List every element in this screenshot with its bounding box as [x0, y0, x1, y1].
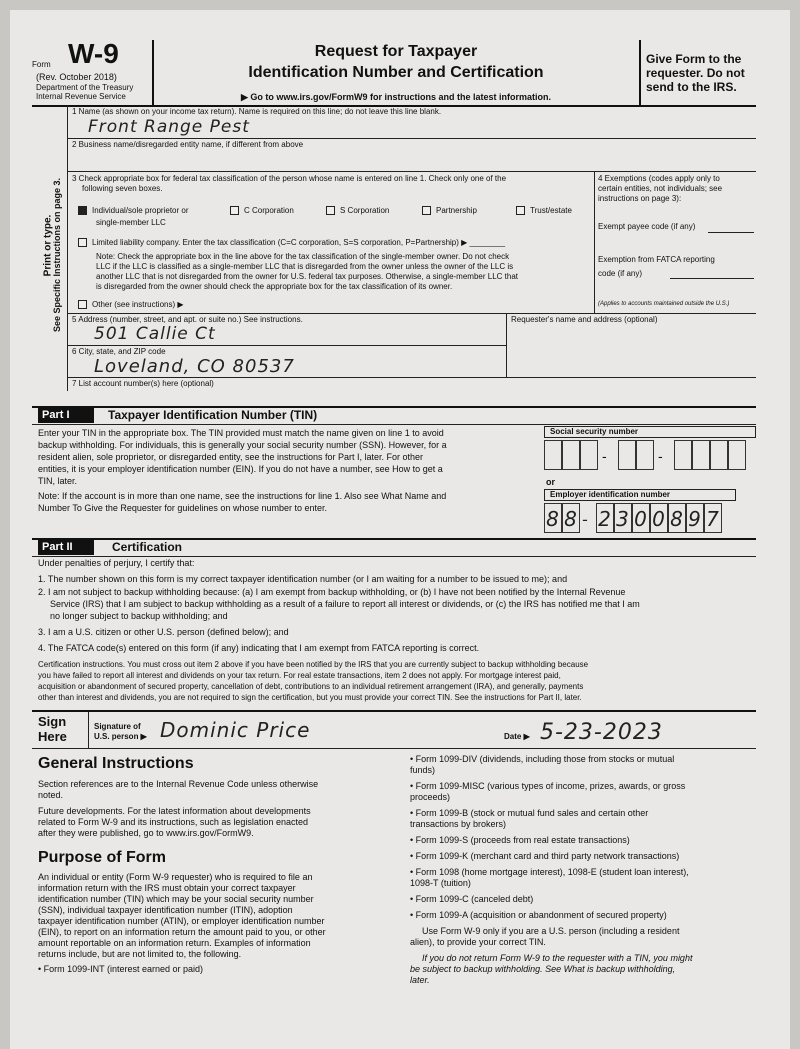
- use-w9-text: Use Form W-9 only if you are a U.S. person (including a resident: [422, 926, 680, 936]
- sign-label: Sign: [38, 714, 67, 729]
- purpose-line: taxpayer identification number (ATIN), or employer identification number: [38, 916, 325, 926]
- give-form-line2: requester. Do not: [646, 66, 745, 80]
- cert-item1: 1. The number shown on this form is my correct taxpayer identification number (or I am waiting for a number to be issued to me); and: [38, 574, 568, 584]
- line7-label: 7 List account number(s) here (optional): [72, 379, 214, 388]
- side-label-rule: [67, 105, 68, 391]
- part1-tag: Part I: [38, 408, 94, 423]
- line3-label-cont: following seven boxes.: [82, 184, 163, 193]
- ein-digit[interactable]: 8: [544, 503, 562, 533]
- form-title-line2: Identification Number and Certification: [248, 64, 544, 81]
- ssn-boxes[interactable]: [544, 440, 756, 474]
- line6-city-value[interactable]: Loveland, CO 80537: [94, 356, 295, 377]
- part1-note-2: Number To Give the Requester for guidelines on whose number to enter.: [38, 503, 327, 513]
- line2-business-name-field[interactable]: [72, 151, 752, 169]
- ssn-digit[interactable]: [692, 440, 710, 470]
- line1-name-value[interactable]: Front Range Pest: [88, 117, 250, 137]
- line5-label: 5 Address (number, street, and apt. or suite no.) See instructions.: [72, 315, 303, 324]
- purpose-line: amount reportable on an information return. Examples of information: [38, 938, 311, 948]
- cert-instructions-4: other than interest and dividends, you are not required to sign the certification, but you must provide your correct TIN. See the instructions for Part II, later.: [38, 693, 582, 702]
- ssn-dash: -: [658, 448, 663, 464]
- purpose-line: (EIN), to report on an information return the amount paid to you, or other: [38, 927, 326, 937]
- bullet-1099-int: • Form 1099-INT (interest earned or paid): [38, 964, 394, 975]
- line4-label-3: instructions on page 3):: [598, 194, 682, 203]
- ssn-digit[interactable]: [618, 440, 636, 470]
- ssn-digit[interactable]: [544, 440, 562, 470]
- backup-withholding-text-cont: be subject to backup withholding. See What is backup withholding,: [410, 964, 676, 974]
- ein-digit[interactable]: 8: [668, 503, 686, 533]
- cert-item2-1: 2. I am not subject to backup withholding because: (a) I am exempt from backup withholding, or (b) I have not been notified by the Internal Revenue: [38, 587, 626, 597]
- other-checkbox[interactable]: [78, 300, 87, 309]
- ssn-digit[interactable]: [674, 440, 692, 470]
- use-w9-text-cont: alien), to provide your correct TIN.: [410, 937, 546, 947]
- fatca-label-2: code (if any): [598, 269, 643, 278]
- llc-note-2: LLC if the LLC is classified as a single-member LLC that is disregarded from the owner unless the owner of the LLC is: [96, 262, 514, 271]
- general-p1-1: Section references are to the Internal Revenue Code unless otherwise: [38, 779, 319, 789]
- c-corp-checkbox[interactable]: [230, 206, 239, 215]
- bullet-1099-b-cont: transactions by brokers): [410, 819, 507, 829]
- ssn-dash: -: [602, 448, 607, 464]
- purpose-line: (SSN), individual taxpayer identification number (ITIN), adoption: [38, 905, 293, 915]
- individual-checkbox[interactable]: [78, 206, 87, 215]
- individual-label: Individual/sole proprietor or: [92, 206, 189, 215]
- llc-note-4: is disregarded from the owner should check the appropriate box for the tax classification of its owner.: [96, 282, 453, 291]
- ein-label: Employer identification number: [544, 489, 736, 501]
- part2-intro: Under penalties of perjury, I certify that:: [38, 558, 195, 568]
- line7-account-field[interactable]: [72, 390, 752, 404]
- give-form-line1: Give Form to the: [646, 52, 742, 66]
- bullet-1099-k: • Form 1099-K (merchant card and third party network transactions): [410, 851, 760, 862]
- right-instructions-column: [410, 754, 760, 986]
- header-divider-right: [639, 40, 641, 105]
- ein-digit[interactable]: 0: [650, 503, 668, 533]
- part1-text-1: Enter your TIN in the appropriate box. The TIN provided must match the name given on line 1 to avoid: [38, 428, 444, 438]
- fatca-label-1: Exemption from FATCA reporting: [598, 255, 715, 264]
- signature-label-2: U.S. person ▶: [94, 732, 147, 741]
- part1-note-1: Note: If the account is in more than one name, see the instructions for line 1. Also see What Name and: [38, 491, 447, 501]
- line1-label: 1 Name (as shown on your income tax return). Name is required on this line; do not leave this line blank.: [72, 107, 442, 116]
- bullet-1099-div: • Form 1099-DIV (dividends, including those from stocks or mutual: [410, 754, 760, 765]
- irs-label: Internal Revenue Service: [36, 92, 126, 101]
- ssn-digit[interactable]: [580, 440, 598, 470]
- line5-address-value[interactable]: 501 Callie Ct: [94, 324, 216, 344]
- form-word: Form: [32, 60, 51, 69]
- exempt-payee-label: Exempt payee code (if any): [598, 222, 696, 231]
- ssn-digit[interactable]: [636, 440, 654, 470]
- line3-label: 3 Check appropriate box for federal tax classification of the person whose name is entered on line 1. Check only one of the: [72, 174, 507, 183]
- revision-date: (Rev. October 2018): [36, 72, 117, 82]
- bullet-1099-div-cont: funds): [410, 765, 436, 775]
- bullet-1098: • Form 1098 (home mortgage interest), 1098-E (student loan interest),: [410, 867, 760, 878]
- general-p2-2: related to Form W-9 and its instructions, such as legislation enacted: [38, 817, 308, 827]
- department-label: Department of the Treasury: [36, 83, 134, 92]
- ssn-label: Social security number: [544, 426, 756, 438]
- fatca-code-field[interactable]: [670, 278, 754, 279]
- w9-form-page: [10, 10, 790, 1049]
- fatca-applies-note: (Applies to accounts maintained outside the U.S.): [598, 301, 730, 307]
- llc-note-1: Note: Check the appropriate box in the line above for the tax classification of the single-member owner. Do not check: [96, 252, 510, 261]
- part2-tag: Part II: [38, 540, 94, 555]
- bullet-1099-a: • Form 1099-A (acquisition or abandonment of secured property): [410, 910, 760, 921]
- give-form-line3: send to the IRS.: [646, 80, 737, 94]
- line2-label: 2 Business name/disregarded entity name, if different from above: [72, 140, 304, 149]
- line4-label-2: certain entities, not individuals; see: [598, 184, 723, 193]
- trust-estate-checkbox[interactable]: [516, 206, 525, 215]
- llc-option[interactable]: Limited liability company. Enter the tax classification (C=C corporation, S=S corporation, P=Partnership) ▶ ________: [78, 238, 505, 248]
- bullet-1099-misc-cont: proceeds): [410, 792, 451, 802]
- purpose-line: An individual or entity (Form W-9 requester) who is required to file an: [38, 872, 313, 882]
- or-label: or: [546, 477, 555, 487]
- s-corp-option[interactable]: S Corporation: [326, 206, 389, 216]
- form-title-line1: Request for Taxpayer: [314, 43, 478, 60]
- individual-option[interactable]: [78, 206, 189, 216]
- general-p1-2: noted.: [38, 790, 64, 800]
- ein-digit[interactable]: 7: [704, 503, 722, 533]
- ein-digit[interactable]: 9: [686, 503, 704, 533]
- llc-checkbox[interactable]: [78, 238, 87, 247]
- partnership-checkbox[interactable]: [422, 206, 431, 215]
- bullet-1099-c: • Form 1099-C (canceled debt): [410, 894, 760, 905]
- general-p2-1: Future developments. For the latest information about developments: [38, 806, 311, 816]
- part2-title: Certification: [112, 540, 183, 554]
- purpose-line: information return with the IRS must obtain your correct taxpayer: [38, 883, 296, 893]
- ein-boxes[interactable]: [544, 503, 756, 537]
- bullet-1099-misc: • Form 1099-MISC (various types of income, prizes, awards, or gross: [410, 781, 760, 792]
- date-label: Date ▶: [504, 732, 530, 741]
- see-specific-instructions-label: See Specific Instructions on page 3.: [52, 177, 62, 333]
- general-instructions-heading: General Instructions: [38, 755, 194, 772]
- ein-digit[interactable]: 3: [614, 503, 632, 533]
- part1-title: Taxpayer Identification Number (TIN): [108, 408, 318, 422]
- requester-label: Requester's name and address (optional): [511, 315, 658, 324]
- print-or-type-label: Print or type.: [42, 214, 54, 277]
- purpose-line: identification number (TIN) which may be your social security number: [38, 894, 314, 904]
- cert-instructions-1: Certification instructions. You must cross out item 2 above if you have been notified by the IRS that you are currently subject to backup withholding because: [38, 660, 589, 669]
- part1-text-4: entities, it is your employer identification number (EIN). If you do not have a number, see How to get a: [38, 464, 443, 474]
- left-instructions-column: [38, 754, 394, 975]
- backup-withholding-text: If you do not return Form W-9 to the requester with a TIN, you might: [422, 953, 693, 963]
- s-corp-checkbox[interactable]: [326, 206, 335, 215]
- ein-digit[interactable]: 2: [596, 503, 614, 533]
- cert-instructions-3: acquisition or abandonment of secured property, cancellation of debt, contributions to an individual retirement arrangement (IRA), and generally, payments: [38, 682, 584, 691]
- irs-link-instruction: ▶ Go to www.irs.gov/FormW9 for instructions and the latest information.: [240, 92, 552, 102]
- general-p2-3: after they were published, go to www.irs.gov/FormW9.: [38, 828, 254, 838]
- ein-dash: -: [582, 510, 589, 529]
- individual-label-2: single-member LLC: [96, 218, 166, 227]
- ssn-digit[interactable]: [562, 440, 580, 470]
- partnership-option[interactable]: Partnership: [422, 206, 477, 216]
- cert-instructions-2: you have failed to report all interest and dividends on your tax return. For real estate transactions, item 2 does not apply. For mortgage interest paid,: [38, 671, 561, 680]
- ssn-digit[interactable]: [710, 440, 728, 470]
- part1-text-2: backup withholding. For individuals, this is generally your social security number (SSN). However, for a: [38, 440, 447, 450]
- ein-digit[interactable]: 0: [632, 503, 650, 533]
- cert-item4: 4. The FATCA code(s) entered on this form (if any) indicating that I am exempt from FATCA reporting is correct.: [38, 643, 480, 653]
- part1-text-5: TIN, later.: [38, 476, 78, 486]
- backup-withholding-text-end: later.: [410, 975, 430, 985]
- bullet-1098-cont: 1098-T (tuition): [410, 878, 471, 888]
- signature-value[interactable]: Dominic Price: [160, 718, 311, 742]
- header-divider-left: [152, 40, 154, 105]
- ein-digit[interactable]: 8: [562, 503, 580, 533]
- c-corp-option[interactable]: C Corporation: [230, 206, 294, 216]
- part1-text-3: resident alien, sole proprietor, or disregarded entity, see the instructions for Part I, later. For other: [38, 452, 424, 462]
- form-number: W-9: [68, 38, 119, 69]
- here-label: Here: [38, 729, 67, 744]
- trust-option[interactable]: Trust/estate: [516, 206, 572, 216]
- ssn-digit[interactable]: [728, 440, 746, 470]
- cert-item2-3: no longer subject to backup withholding; and: [50, 611, 228, 621]
- purpose-heading: Purpose of Form: [38, 849, 167, 866]
- other-option[interactable]: Other (see instructions) ▶: [78, 300, 184, 310]
- exempt-payee-field[interactable]: [708, 232, 754, 233]
- bullet-1099-s: • Form 1099-S (proceeds from real estate transactions): [410, 835, 760, 846]
- cert-item2-2: Service (IRS) that I am subject to backup withholding as a result of a failure to report all interest or dividends, or (c) the IRS has notified me that I am: [50, 599, 640, 609]
- date-value[interactable]: 5-23-2023: [540, 720, 663, 745]
- signature-label-1: Signature of: [94, 722, 141, 731]
- purpose-line: returns include, but are not limited to, the following.: [38, 949, 242, 959]
- cert-item3: 3. I am a U.S. citizen or other U.S. person (defined below); and: [38, 627, 289, 637]
- bullet-1099-b: • Form 1099-B (stock or mutual fund sales and certain other: [410, 808, 760, 819]
- llc-note-3: another LLC that is not disregarded from the owner for U.S. federal tax purposes. Otherwise, a single-member LLC that: [96, 272, 518, 281]
- line6-label: 6 City, state, and ZIP code: [72, 347, 166, 356]
- line4-label-1: 4 Exemptions (codes apply only to: [598, 174, 720, 183]
